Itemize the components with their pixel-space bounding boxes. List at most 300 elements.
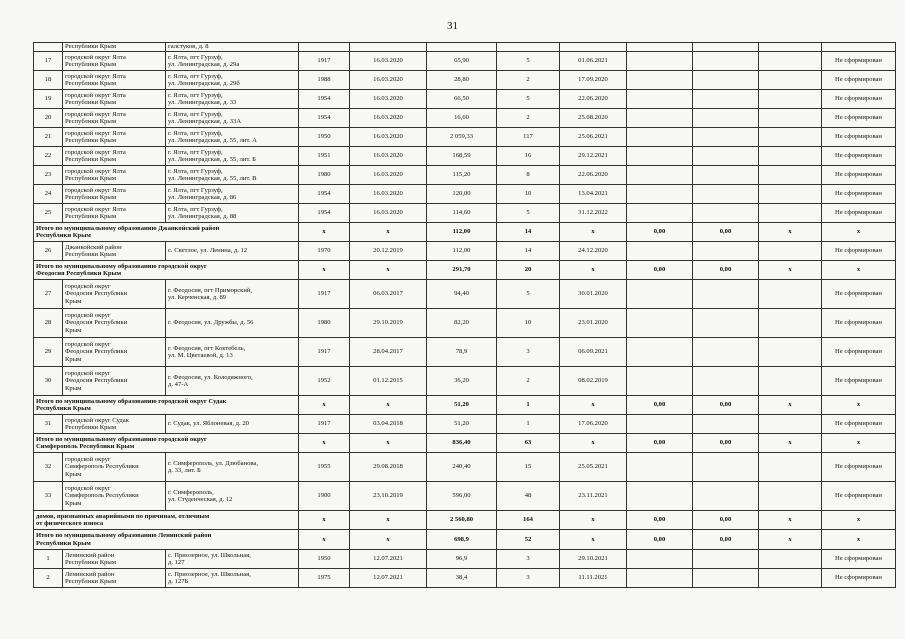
- subtotal-label: Итого по муниципальному образованию Ленинский район Республики Крым: [34, 530, 299, 550]
- subtotal-area: 2 560,80: [427, 511, 497, 530]
- year-cell: 1975: [299, 569, 350, 588]
- subtotal-x: x: [350, 261, 427, 280]
- address-cell: г. Ялта, пгт Гурзуф, ул. Ленинградская, д. 33: [166, 90, 299, 109]
- empty-cell: [627, 90, 693, 109]
- year-cell: 1954: [299, 204, 350, 223]
- subtotal-area: 51,20: [427, 396, 497, 415]
- row-number: 20: [34, 109, 63, 128]
- status-cell: Не сформирован: [822, 166, 896, 185]
- empty-cell: [822, 43, 896, 52]
- row-number: 31: [34, 415, 63, 434]
- subtotal-area: 291,70: [427, 261, 497, 280]
- empty-cell: [693, 43, 759, 52]
- subtotal-x: x: [299, 434, 350, 453]
- table-row: [34, 43, 896, 52]
- subtotal-x: x: [759, 261, 822, 280]
- empty-cell: [693, 453, 759, 482]
- deadline-cell: 25.05.2021: [560, 453, 627, 482]
- recognition-date-cell: 16.03.2020: [350, 204, 427, 223]
- subtotal-row: [34, 530, 896, 550]
- empty-cell: [693, 204, 759, 223]
- empty-cell: [627, 52, 693, 71]
- empty-cell: [759, 367, 822, 396]
- empty-cell: [627, 185, 693, 204]
- area-cell: 66,50: [427, 90, 497, 109]
- empty-cell: [759, 43, 822, 52]
- empty-cell: [693, 128, 759, 147]
- empty-cell: [627, 166, 693, 185]
- empty-cell: [693, 280, 759, 309]
- empty-cell: [627, 550, 693, 569]
- area-cell: 112,00: [427, 242, 497, 261]
- year-cell: 1917: [299, 280, 350, 309]
- residents-cell: 15: [497, 453, 560, 482]
- row-number: 33: [34, 482, 63, 511]
- empty-cell: [693, 109, 759, 128]
- municipality-cell: Республики Крым: [63, 43, 166, 52]
- address-cell: г. Ялта, пгт Гурзуф, ул. Ленинградская, д. 33А: [166, 109, 299, 128]
- deadline-cell: 22.06.2020: [560, 90, 627, 109]
- deadline-cell: 23.01.2020: [560, 309, 627, 338]
- empty-cell: [627, 453, 693, 482]
- deadline-cell: 24.12.2020: [560, 242, 627, 261]
- empty-cell: [693, 71, 759, 90]
- subtotal-value: 0,00: [627, 223, 693, 242]
- municipality-cell: городской округ Феодосия Республики Крым: [63, 338, 166, 367]
- status-cell: Не сформирован: [822, 128, 896, 147]
- table-row: [34, 71, 896, 90]
- address-cell: г. Ялта, пгт Гурзуф, ул. Ленинградская, д. 55, лит. А: [166, 128, 299, 147]
- subtotal-x: x: [350, 396, 427, 415]
- residents-cell: 2: [497, 367, 560, 396]
- residents-cell: 2: [497, 71, 560, 90]
- status-cell: Не сформирован: [822, 338, 896, 367]
- subtotal-x: x: [759, 396, 822, 415]
- residents-cell: 1: [497, 415, 560, 434]
- status-cell: Не сформирован: [822, 242, 896, 261]
- status-cell: Не сформирован: [822, 482, 896, 511]
- status-cell: Не сформирован: [822, 367, 896, 396]
- empty-cell: [693, 90, 759, 109]
- subtotal-area: 698,9: [427, 530, 497, 550]
- status-cell: Не сформирован: [822, 185, 896, 204]
- address-cell: г. Ялта, пгт Гурзуф, ул. Ленинградская, д. 29б: [166, 71, 299, 90]
- empty-cell: [627, 338, 693, 367]
- area-cell: 94,40: [427, 280, 497, 309]
- area-cell: 38,4: [427, 569, 497, 588]
- subtotal-x: x: [822, 261, 896, 280]
- subtotal-x: x: [759, 530, 822, 550]
- row-number: 25: [34, 204, 63, 223]
- empty-cell: [759, 90, 822, 109]
- subtotal-x: x: [560, 396, 627, 415]
- row-number: 19: [34, 90, 63, 109]
- deadline-cell: 22.06.2020: [560, 166, 627, 185]
- residents-cell: 10: [497, 185, 560, 204]
- residents-cell: 10: [497, 309, 560, 338]
- empty-cell: [759, 147, 822, 166]
- subtotal-x: x: [350, 434, 427, 453]
- address-cell: г. Феодосия, пгт Приморский, ул. Керченская, д. 89: [166, 280, 299, 309]
- subtotal-row: [34, 261, 896, 280]
- subtotal-x: x: [299, 511, 350, 530]
- area-cell: 28,80: [427, 71, 497, 90]
- subtotal-row: [34, 223, 896, 242]
- deadline-cell: 17.09.2020: [560, 71, 627, 90]
- year-cell: 1950: [299, 128, 350, 147]
- municipality-cell: городской округ Феодосия Республики Крым: [63, 309, 166, 338]
- subtotal-value: 0,00: [693, 261, 759, 280]
- municipality-cell: Ленинский район Республики Крым: [63, 569, 166, 588]
- address-cell: г. Феодосия, ул. Колодяжного, д. 47-А: [166, 367, 299, 396]
- subtotal-x: x: [350, 223, 427, 242]
- residents-cell: 5: [497, 90, 560, 109]
- empty-cell: [627, 109, 693, 128]
- area-cell: 78,9: [427, 338, 497, 367]
- status-cell: Не сформирован: [822, 550, 896, 569]
- municipality-cell: городской округ Ялта Республики Крым: [63, 71, 166, 90]
- table-row: [34, 367, 896, 396]
- empty-cell: [759, 71, 822, 90]
- year-cell: 1954: [299, 185, 350, 204]
- residents-cell: 5: [497, 52, 560, 71]
- deadline-cell: 25.08.2020: [560, 109, 627, 128]
- deadline-cell: 06.09.2021: [560, 338, 627, 367]
- year-cell: 1954: [299, 109, 350, 128]
- subtotal-x: x: [299, 396, 350, 415]
- empty-cell: [627, 569, 693, 588]
- empty-cell: [693, 242, 759, 261]
- recognition-date-cell: 20.12.2019: [350, 242, 427, 261]
- subtotal-residents: 14: [497, 223, 560, 242]
- empty-cell: [759, 569, 822, 588]
- table-row: [34, 415, 896, 434]
- recognition-date-cell: 16.03.2020: [350, 166, 427, 185]
- row-number: 24: [34, 185, 63, 204]
- empty-cell: [627, 309, 693, 338]
- table-row: [34, 280, 896, 309]
- row-number: 26: [34, 242, 63, 261]
- area-cell: 114,60: [427, 204, 497, 223]
- empty-cell: [759, 185, 822, 204]
- subtotal-x: x: [822, 530, 896, 550]
- empty-cell: [693, 147, 759, 166]
- subtotal-label: Итого по муниципальному образованию городской округ Симферополь Республики Крым: [34, 434, 299, 453]
- residents-cell: 117: [497, 128, 560, 147]
- subtotal-x: x: [759, 223, 822, 242]
- subtotal-value: 0,00: [693, 434, 759, 453]
- empty-cell: [759, 242, 822, 261]
- address-cell: с. Приозерное, ул. Школьная, д. 127: [166, 550, 299, 569]
- empty-cell: [627, 128, 693, 147]
- area-cell: 240,40: [427, 453, 497, 482]
- row-number: 2: [34, 569, 63, 588]
- row-number: 17: [34, 52, 63, 71]
- subtotal-row: [34, 396, 896, 415]
- row-number: 1: [34, 550, 63, 569]
- row-number: 22: [34, 147, 63, 166]
- subtotal-label: Итого по муниципальному образованию городской округ Феодосия Республики Крым: [34, 261, 299, 280]
- subtotal-value: 0,00: [693, 511, 759, 530]
- subtotal-x: x: [822, 396, 896, 415]
- table-row: [34, 550, 896, 569]
- empty-cell: [759, 204, 822, 223]
- residents-cell: 2: [497, 109, 560, 128]
- municipality-cell: городской округ Ялта Республики Крым: [63, 128, 166, 147]
- status-cell: Не сформирован: [822, 71, 896, 90]
- subtotal-value: 0,00: [693, 396, 759, 415]
- recognition-date-cell: 16.03.2020: [350, 71, 427, 90]
- recognition-date-cell: 16.03.2020: [350, 185, 427, 204]
- empty-cell: [427, 43, 497, 52]
- table-row: [34, 338, 896, 367]
- subtotal-area: 112,00: [427, 223, 497, 242]
- subtotal-x: x: [822, 434, 896, 453]
- subtotal-x: x: [822, 511, 896, 530]
- subtotal-x: x: [560, 511, 627, 530]
- residents-cell: 3: [497, 550, 560, 569]
- subtotal-row: [34, 434, 896, 453]
- empty-cell: [693, 185, 759, 204]
- empty-cell: [759, 338, 822, 367]
- residents-cell: 14: [497, 242, 560, 261]
- address-cell: г. Судак, ул. Яблоневая, д. 20: [166, 415, 299, 434]
- area-cell: 115,20: [427, 166, 497, 185]
- address-cell: г. Ялта, пгт Гурзуф, ул. Ленинградская, д. 55, лит. В: [166, 166, 299, 185]
- subtotal-residents: 63: [497, 434, 560, 453]
- table-row: [34, 166, 896, 185]
- recognition-date-cell: 23.10.2019: [350, 482, 427, 511]
- status-cell: Не сформирован: [822, 280, 896, 309]
- year-cell: 1955: [299, 453, 350, 482]
- recognition-date-cell: 16.03.2020: [350, 109, 427, 128]
- residents-cell: 8: [497, 166, 560, 185]
- status-cell: Не сформирован: [822, 453, 896, 482]
- address-cell: г. Симферополь, ул. Студенческая, д. 12: [166, 482, 299, 511]
- area-cell: 82,20: [427, 309, 497, 338]
- deadline-cell: 01.06.2021: [560, 52, 627, 71]
- municipality-cell: городской округ Симферополь Республики Крым: [63, 482, 166, 511]
- year-cell: 1950: [299, 550, 350, 569]
- subtotal-residents: 20: [497, 261, 560, 280]
- status-cell: Не сформирован: [822, 147, 896, 166]
- status-cell: Не сформирован: [822, 90, 896, 109]
- empty-cell: [759, 453, 822, 482]
- residents-cell: 48: [497, 482, 560, 511]
- table-row: [34, 90, 896, 109]
- table-row: [34, 204, 896, 223]
- residents-cell: 3: [497, 569, 560, 588]
- subtotal-x: x: [560, 261, 627, 280]
- row-number: 30: [34, 367, 63, 396]
- municipality-cell: Джанкойский район Республики Крым: [63, 242, 166, 261]
- year-cell: 1900: [299, 482, 350, 511]
- subtotal-x: x: [822, 223, 896, 242]
- recognition-date-cell: 16.03.2020: [350, 52, 427, 71]
- status-cell: Не сформирован: [822, 204, 896, 223]
- empty-cell: [693, 482, 759, 511]
- residents-cell: 5: [497, 280, 560, 309]
- recognition-date-cell: 12.07.2021: [350, 569, 427, 588]
- subtotal-x: x: [350, 511, 427, 530]
- area-cell: 36,20: [427, 367, 497, 396]
- subtotal-x: x: [560, 223, 627, 242]
- table-row: [34, 147, 896, 166]
- row-number: 32: [34, 453, 63, 482]
- empty-cell: [627, 280, 693, 309]
- recognition-date-cell: 12.07.2021: [350, 550, 427, 569]
- subtotal-x: x: [759, 434, 822, 453]
- deadline-cell: 29.12.2021: [560, 147, 627, 166]
- address-cell: г. Ялта, пгт Гурзуф, ул. Ленинградская, д. 29а: [166, 52, 299, 71]
- year-cell: 1988: [299, 71, 350, 90]
- page-number: 31: [447, 20, 458, 32]
- subtotal-area: 836,40: [427, 434, 497, 453]
- empty-cell: [350, 43, 427, 52]
- empty-cell: [693, 309, 759, 338]
- municipality-cell: городской округ Ялта Республики Крым: [63, 90, 166, 109]
- empty-cell: [759, 52, 822, 71]
- area-cell: 16,60: [427, 109, 497, 128]
- table-row: [34, 309, 896, 338]
- subtotal-value: 0,00: [693, 223, 759, 242]
- table-row: [34, 482, 896, 511]
- deadline-cell: 31.12.2022: [560, 204, 627, 223]
- year-cell: 1917: [299, 415, 350, 434]
- recognition-date-cell: 29.10.2019: [350, 309, 427, 338]
- row-number: 21: [34, 128, 63, 147]
- municipality-cell: городской округ Ялта Республики Крым: [63, 185, 166, 204]
- municipality-cell: городской округ Феодосия Республики Крым: [63, 367, 166, 396]
- empty-cell: [627, 482, 693, 511]
- empty-cell: [759, 109, 822, 128]
- recognition-date-cell: 06.03.2017: [350, 280, 427, 309]
- area-cell: 596,00: [427, 482, 497, 511]
- row-number: 18: [34, 71, 63, 90]
- subtotal-residents: 164: [497, 511, 560, 530]
- empty-cell: [627, 242, 693, 261]
- table-row: [34, 569, 896, 588]
- table-row: [34, 453, 896, 482]
- recognition-date-cell: 03.04.2018: [350, 415, 427, 434]
- empty-cell: [560, 43, 627, 52]
- status-cell: Не сформирован: [822, 109, 896, 128]
- empty-cell: [759, 550, 822, 569]
- subtotal-x: x: [299, 261, 350, 280]
- subtotal-x: x: [560, 434, 627, 453]
- recognition-date-cell: 16.03.2020: [350, 90, 427, 109]
- area-cell: 120,00: [427, 185, 497, 204]
- row-number: 23: [34, 166, 63, 185]
- row-number: 28: [34, 309, 63, 338]
- subtotal-row: [34, 511, 896, 530]
- empty-cell: [627, 367, 693, 396]
- status-cell: Не сформирован: [822, 569, 896, 588]
- subtotal-value: 0,00: [693, 530, 759, 550]
- row-number: 29: [34, 338, 63, 367]
- empty-cell: [693, 550, 759, 569]
- year-cell: 1954: [299, 90, 350, 109]
- empty-cell: [497, 43, 560, 52]
- subtotal-x: x: [299, 223, 350, 242]
- table-row: [34, 185, 896, 204]
- deadline-cell: 11.11.2021: [560, 569, 627, 588]
- deadline-cell: 17.06.2020: [560, 415, 627, 434]
- address-cell: г. Симферополь, ул. Дзюбанова, д. 33, лит. Б: [166, 453, 299, 482]
- municipality-cell: городской округ Судак Республики Крым: [63, 415, 166, 434]
- year-cell: 1952: [299, 367, 350, 396]
- empty-cell: [693, 338, 759, 367]
- empty-cell: [627, 43, 693, 52]
- subtotal-residents: 1: [497, 396, 560, 415]
- subtotal-value: 0,00: [627, 261, 693, 280]
- table-row: [34, 128, 896, 147]
- subtotal-label: Итого по муниципальному образованию Джанкойский район Республики Крым: [34, 223, 299, 242]
- area-cell: 65,90: [427, 52, 497, 71]
- municipality-cell: городской округ Ялта Республики Крым: [63, 52, 166, 71]
- empty-cell: [759, 309, 822, 338]
- address-cell: с. Светлое, ул. Ленина, д. 12: [166, 242, 299, 261]
- table-row: [34, 52, 896, 71]
- address-cell: г. Ялта, пгт Гурзуф, ул. Ленинградская, д. 88: [166, 204, 299, 223]
- subtotal-residents: 52: [497, 530, 560, 550]
- empty-cell: [759, 166, 822, 185]
- status-cell: Не сформирован: [822, 52, 896, 71]
- year-cell: 1980: [299, 309, 350, 338]
- emergency-housing-table: [33, 42, 896, 588]
- municipality-cell: Ленинский район Республики Крым: [63, 550, 166, 569]
- address-cell: с. Приозерное, ул. Школьная, д. 127Б: [166, 569, 299, 588]
- address-cell: галстуков, д. 8: [166, 43, 299, 52]
- year-cell: 1917: [299, 338, 350, 367]
- empty-cell: [693, 52, 759, 71]
- empty-cell: [693, 367, 759, 396]
- recognition-date-cell: 29.08.2018: [350, 453, 427, 482]
- address-cell: г. Феодосия, пгт Коктебель, ул. М. Цветаевой, д. 13: [166, 338, 299, 367]
- recognition-date-cell: 16.03.2020: [350, 128, 427, 147]
- municipality-cell: городской округ Феодосия Республики Крым: [63, 280, 166, 309]
- municipality-cell: городской округ Ялта Республики Крым: [63, 166, 166, 185]
- municipality-cell: городской округ Ялта Республики Крым: [63, 109, 166, 128]
- recognition-date-cell: 28.04.2017: [350, 338, 427, 367]
- year-cell: 1970: [299, 242, 350, 261]
- empty-cell: [693, 415, 759, 434]
- deadline-cell: 13.04.2021: [560, 185, 627, 204]
- subtotal-value: 0,00: [627, 530, 693, 550]
- area-cell: 51,20: [427, 415, 497, 434]
- status-cell: Не сформирован: [822, 415, 896, 434]
- empty-cell: [627, 415, 693, 434]
- recognition-date-cell: 16.03.2020: [350, 147, 427, 166]
- empty-cell: [693, 166, 759, 185]
- year-cell: 1980: [299, 166, 350, 185]
- address-cell: г. Феодосия, ул. Дружбы, д. 56: [166, 309, 299, 338]
- empty-cell: [759, 482, 822, 511]
- empty-cell: [759, 128, 822, 147]
- municipality-cell: городской округ Ялта Республики Крым: [63, 147, 166, 166]
- subtotal-value: 0,00: [627, 511, 693, 530]
- residents-cell: 5: [497, 204, 560, 223]
- area-cell: 2 059,33: [427, 128, 497, 147]
- municipality-cell: городской округ Ялта Республики Крым: [63, 204, 166, 223]
- year-cell: 1917: [299, 52, 350, 71]
- empty-cell: [693, 569, 759, 588]
- deadline-cell: 29.10.2021: [560, 550, 627, 569]
- subtotal-x: x: [350, 530, 427, 550]
- empty-cell: [627, 204, 693, 223]
- subtotal-x: x: [299, 530, 350, 550]
- empty-cell: [759, 280, 822, 309]
